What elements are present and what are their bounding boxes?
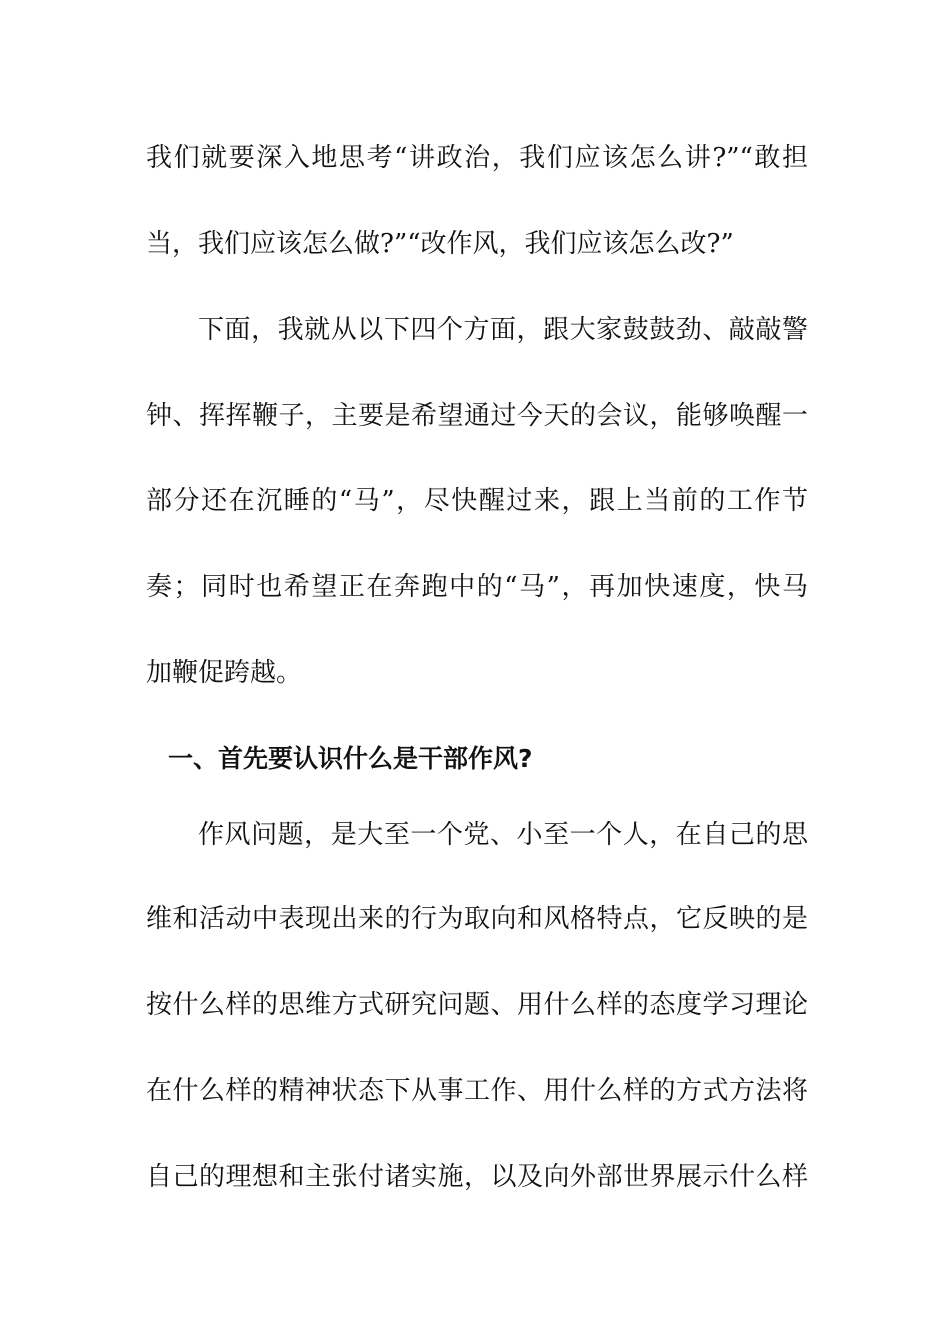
paragraph-line: 下面，我就从以下四个方面，跟大家鼓鼓劲、敲敲警 bbox=[198, 315, 808, 345]
paragraph-line: 钟、挥挥鞭子，主要是希望通过今天的会议，能够唤醒一 bbox=[146, 401, 808, 431]
paragraph-line: 当，我们应该怎么做?”“改作风，我们应该怎么改?” bbox=[146, 229, 734, 259]
paragraph-line: 加鞭促跨越。 bbox=[146, 658, 303, 688]
paragraph-line: 部分还在沉睡的“马”，尽快醒过来，跟上当前的工作节 bbox=[146, 486, 808, 516]
paragraph-line: 我们就要深入地思考“讲政治，我们应该怎么讲?”“敢担 bbox=[146, 143, 808, 173]
paragraph-line: 在什么样的精神状态下从事工作、用什么样的方式方法将 bbox=[146, 1076, 808, 1106]
paragraph-line: 按什么样的思维方式研究问题、用什么样的态度学习理论 bbox=[146, 990, 808, 1020]
paragraph-line: 自己的理想和主张付诸实施，以及向外部世界展示什么样 bbox=[146, 1162, 808, 1192]
paragraph-line: 维和活动中表现出来的行为取向和风格特点，它反映的是 bbox=[146, 904, 808, 934]
paragraph-line: 奏；同时也希望正在奔跑中的“马”，再加快速度，快马 bbox=[146, 572, 808, 602]
paragraph-line: 作风问题，是大至一个党、小至一个人，在自己的思 bbox=[198, 820, 808, 850]
section-heading: 一、首先要认识什么是干部作风? bbox=[168, 744, 533, 773]
